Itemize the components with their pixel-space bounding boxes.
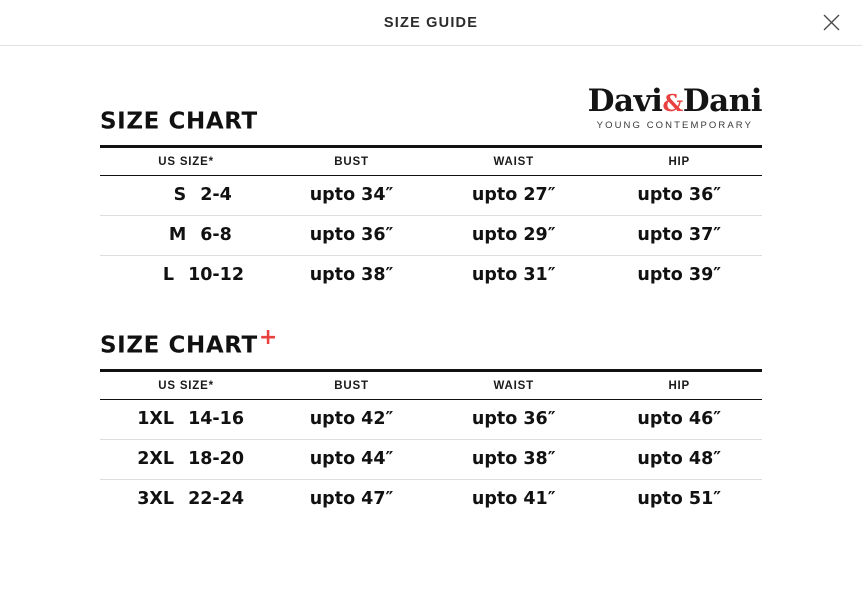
column-header-bust: BUST	[334, 379, 369, 392]
size-numbers: 22-24	[188, 488, 245, 509]
cell-bust: upto 42″	[309, 408, 394, 429]
close-icon[interactable]	[818, 10, 844, 36]
table-row	[100, 399, 762, 439]
column-header-waist: WAIST	[493, 379, 534, 392]
size-chart-plus	[100, 327, 762, 519]
cell-hip: upto 48″	[637, 448, 722, 469]
cell-hip: upto 37″	[637, 225, 722, 245]
cell-waist: upto 31″	[471, 265, 556, 285]
cell-hip: upto 36″	[637, 185, 722, 205]
table-header-row	[100, 370, 762, 399]
modal-header	[0, 0, 862, 46]
size-numbers: 18-20	[188, 448, 245, 469]
size-letter: 1XL	[137, 408, 175, 429]
size-numbers: 14-16	[188, 408, 245, 429]
size-numbers: 2-4	[200, 185, 232, 205]
column-header-waist: WAIST	[493, 156, 534, 168]
size-letter: L	[162, 265, 175, 285]
brand-name-part1: Davi	[587, 83, 663, 119]
cell-waist: upto 36″	[471, 408, 556, 429]
size-numbers: 6-8	[200, 225, 232, 245]
brand-name-part2: Dani	[682, 83, 762, 119]
cell-size	[100, 216, 272, 256]
cell-size	[100, 479, 272, 519]
size-letter: 3XL	[137, 488, 175, 509]
size-letter: 2XL	[137, 448, 175, 469]
cell-size	[100, 439, 272, 479]
cell-hip: upto 39″	[637, 265, 722, 285]
column-header-hip: HIP	[668, 379, 691, 392]
cell-hip: upto 51″	[637, 488, 722, 509]
size-letter: S	[173, 185, 187, 205]
size-table-standard	[100, 145, 762, 295]
page-title: SIZE GUIDE	[383, 14, 479, 31]
size-table-plus	[100, 369, 762, 519]
column-header-us-size: US SIZE*	[158, 156, 214, 168]
chart-title	[100, 327, 278, 359]
cell-bust: upto 36″	[309, 225, 394, 245]
cell-bust: upto 34″	[309, 185, 394, 205]
cell-size	[100, 176, 272, 216]
size-numbers: 10-12	[188, 265, 245, 285]
column-header-hip: HIP	[668, 156, 691, 168]
chart-title-text: SIZE CHART	[100, 332, 258, 359]
chart-header	[100, 83, 762, 145]
cell-waist: upto 27″	[471, 185, 556, 205]
table-row	[100, 479, 762, 519]
cell-waist: upto 29″	[471, 225, 556, 245]
section-spacer	[100, 301, 762, 327]
cell-waist: upto 38″	[471, 448, 556, 469]
cell-size	[100, 256, 272, 296]
cell-hip: upto 46″	[637, 408, 722, 429]
brand-logo	[587, 83, 762, 135]
column-header-us-size: US SIZE*	[158, 379, 214, 392]
size-chart-standard	[100, 83, 762, 295]
chart-title-text: SIZE CHART	[100, 109, 258, 135]
table-row	[100, 216, 762, 256]
brand-name	[587, 83, 762, 119]
size-letter: M	[168, 225, 187, 245]
brand-tagline: YOUNG CONTEMPORARY	[596, 120, 754, 131]
cell-bust: upto 47″	[309, 488, 394, 509]
cell-waist: upto 41″	[471, 488, 556, 509]
brand-ampersand: &	[662, 90, 683, 117]
column-header-bust: BUST	[334, 156, 369, 168]
table-header-row	[100, 147, 762, 176]
cell-bust: upto 38″	[309, 265, 394, 285]
table-row	[100, 176, 762, 216]
cell-size	[100, 399, 272, 439]
chart-title	[100, 103, 259, 135]
modal-body	[0, 46, 862, 519]
table-row	[100, 256, 762, 296]
table-row	[100, 439, 762, 479]
chart-header	[100, 327, 762, 369]
chart-title-plus: +	[258, 325, 278, 350]
cell-bust: upto 44″	[309, 448, 394, 469]
